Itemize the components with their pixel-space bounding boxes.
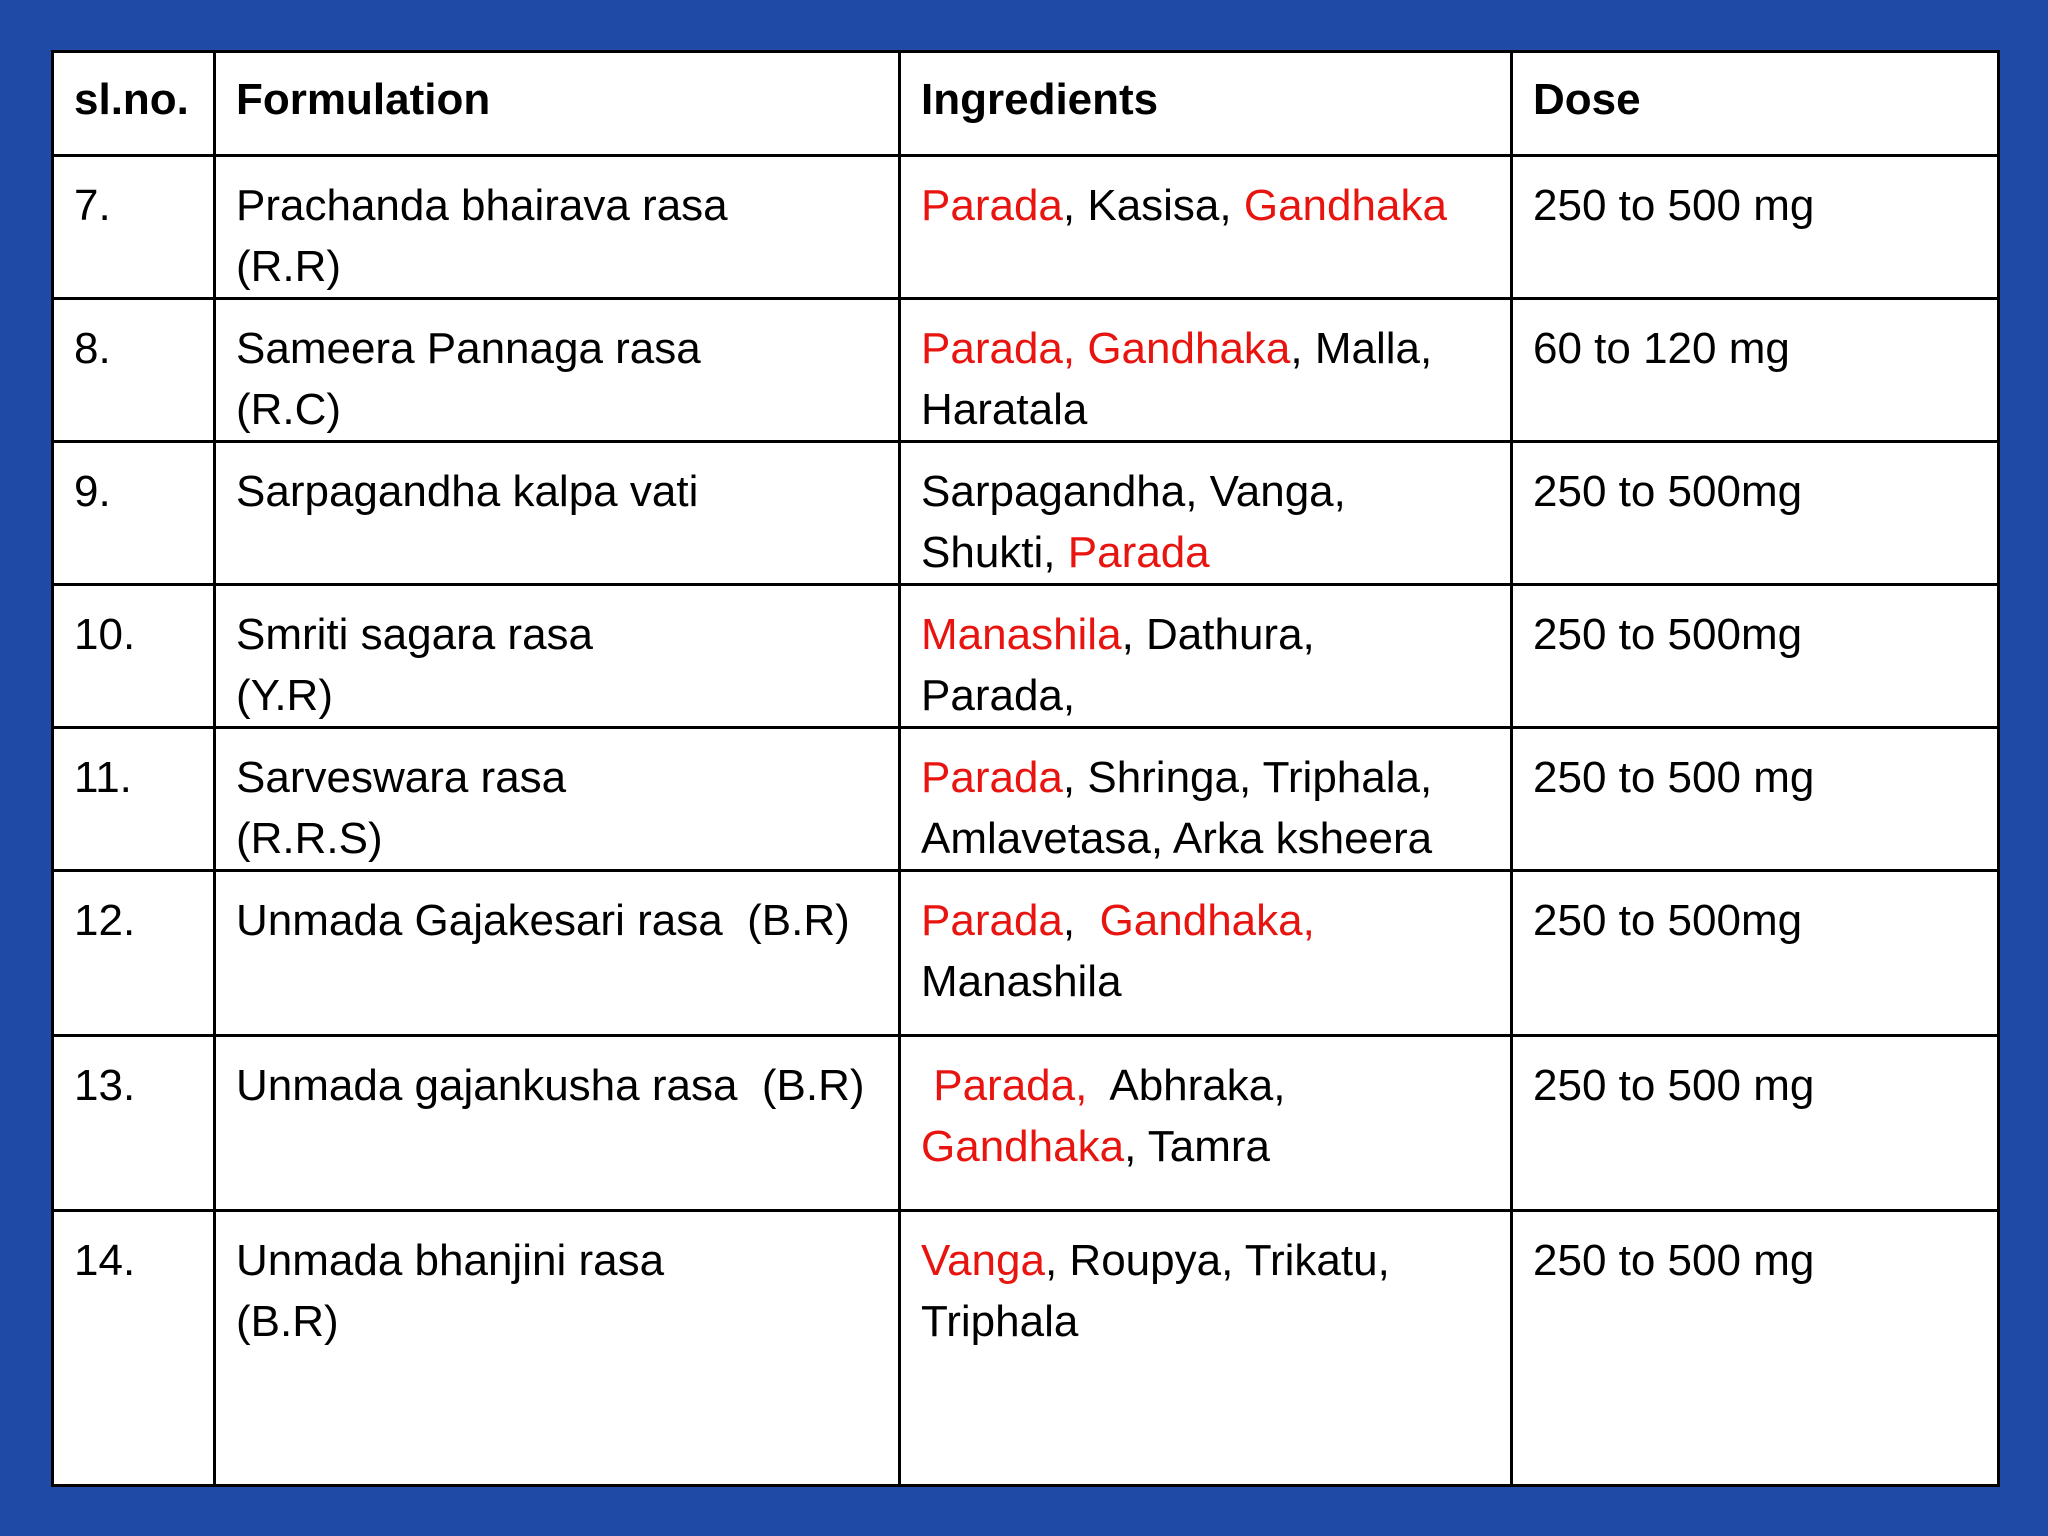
cell-dose: 250 to 500 mg bbox=[1512, 1211, 1999, 1486]
cell-formulation bbox=[215, 728, 900, 871]
ingredients-line bbox=[921, 522, 1490, 583]
ingredients-line bbox=[921, 1291, 1490, 1352]
table-row bbox=[53, 1036, 1999, 1211]
ingredient-text: , Shringa, Triphala, bbox=[1062, 753, 1433, 802]
ingredient-text: Triphala bbox=[921, 1297, 1079, 1346]
ingredient-highlighted: Manashila bbox=[921, 610, 1122, 659]
cell-ingredients bbox=[900, 1036, 1512, 1211]
cell-ingredients bbox=[900, 1211, 1512, 1486]
table-row bbox=[53, 1211, 1999, 1486]
table-row bbox=[53, 299, 1999, 442]
ingredients-line bbox=[921, 747, 1490, 808]
ingredient-highlighted: Vanga bbox=[921, 1236, 1045, 1285]
ingredients-line bbox=[921, 1230, 1490, 1291]
cell-formulation bbox=[215, 1036, 900, 1211]
cell-ingredients bbox=[900, 299, 1512, 442]
ingredients-line bbox=[921, 604, 1490, 665]
ingredient-text: , bbox=[1062, 896, 1100, 945]
formulation-line: Sameera Pannaga rasa bbox=[236, 324, 701, 373]
ingredient-text: Sarpagandha, Vanga, bbox=[921, 467, 1346, 516]
formulation-line: Sarveswara rasa bbox=[236, 753, 567, 802]
header-ingredients: Ingredients bbox=[900, 52, 1512, 156]
cell-formulation bbox=[215, 1211, 900, 1486]
cell-slno: 14. bbox=[53, 1211, 215, 1486]
ingredient-highlighted: Parada bbox=[921, 753, 1063, 802]
ingredient-text: , Tamra bbox=[1124, 1122, 1270, 1171]
cell-formulation bbox=[215, 585, 900, 728]
header-dose: Dose bbox=[1512, 52, 1999, 156]
ingredient-highlighted: Parada bbox=[921, 181, 1063, 230]
formulation-line: Smriti sagara rasa bbox=[236, 610, 594, 659]
formulation-line: Unmada gajankusha rasa (B.R) bbox=[236, 1061, 865, 1110]
table-header-row bbox=[53, 52, 1999, 156]
table-body bbox=[53, 156, 1999, 1486]
ingredients-line bbox=[921, 665, 1490, 726]
ingredient-text: Manashila bbox=[921, 957, 1122, 1006]
cell-ingredients bbox=[900, 871, 1512, 1036]
ingredients-line bbox=[921, 461, 1490, 522]
ingredients-line bbox=[921, 808, 1490, 869]
ingredients-line bbox=[921, 379, 1490, 440]
cell-ingredients bbox=[900, 156, 1512, 299]
cell-dose: 250 to 500mg bbox=[1512, 585, 1999, 728]
ingredient-highlighted: Parada bbox=[921, 896, 1063, 945]
cell-slno: 9. bbox=[53, 442, 215, 585]
formulation-line: (R.R.S) bbox=[236, 814, 383, 863]
ingredient-highlighted: Gandhaka bbox=[1243, 181, 1447, 230]
ingredients-line bbox=[921, 1116, 1490, 1177]
ingredient-text: Abhraka, bbox=[1087, 1061, 1286, 1110]
ingredient-highlighted: Parada, Gandhaka bbox=[921, 324, 1291, 373]
ingredient-highlighted: Gandhaka bbox=[921, 1122, 1125, 1171]
formulation-line: Unmada bhanjini rasa bbox=[236, 1236, 665, 1285]
ingredient-highlighted: Gandhaka, bbox=[1099, 896, 1315, 945]
cell-dose: 250 to 500 mg bbox=[1512, 156, 1999, 299]
ingredients-line bbox=[921, 951, 1490, 1012]
ingredient-text: Shukti, bbox=[921, 528, 1068, 577]
ingredient-text: Haratala bbox=[921, 385, 1088, 434]
cell-dose: 60 to 120 mg bbox=[1512, 299, 1999, 442]
ingredient-text: , Kasisa, bbox=[1062, 181, 1244, 230]
formulation-line: Unmada Gajakesari rasa (B.R) bbox=[236, 896, 850, 945]
cell-dose: 250 to 500 mg bbox=[1512, 728, 1999, 871]
table-row bbox=[53, 871, 1999, 1036]
ingredient-highlighted: Parada, bbox=[921, 1061, 1088, 1110]
formulation-line: (R.R) bbox=[236, 242, 342, 291]
cell-dose: 250 to 500mg bbox=[1512, 871, 1999, 1036]
formulation-line: (R.C) bbox=[236, 385, 342, 434]
formulation-line: (B.R) bbox=[236, 1297, 339, 1346]
ingredients-line bbox=[921, 890, 1490, 951]
cell-ingredients bbox=[900, 585, 1512, 728]
cell-slno: 13. bbox=[53, 1036, 215, 1211]
table-row bbox=[53, 585, 1999, 728]
cell-slno: 10. bbox=[53, 585, 215, 728]
ingredient-text: , Roupya, Trikatu, bbox=[1044, 1236, 1390, 1285]
ingredients-line bbox=[921, 175, 1490, 236]
cell-dose: 250 to 500mg bbox=[1512, 442, 1999, 585]
cell-formulation bbox=[215, 442, 900, 585]
cell-formulation bbox=[215, 299, 900, 442]
formulation-line: Prachanda bhairava rasa bbox=[236, 181, 728, 230]
ingredients-line bbox=[921, 318, 1490, 379]
ingredients-line bbox=[921, 1055, 1490, 1116]
formulation-table bbox=[51, 50, 2000, 1487]
ingredient-text: , Malla, bbox=[1290, 324, 1433, 373]
ingredient-text: Amlavetasa, Arka ksheera bbox=[921, 814, 1433, 863]
slide bbox=[51, 50, 1997, 1484]
formulation-line: (Y.R) bbox=[236, 671, 333, 720]
cell-slno: 11. bbox=[53, 728, 215, 871]
cell-formulation bbox=[215, 156, 900, 299]
table-row bbox=[53, 156, 1999, 299]
header-formulation: Formulation bbox=[215, 52, 900, 156]
table-row bbox=[53, 442, 1999, 585]
table-row bbox=[53, 728, 1999, 871]
ingredient-text: , Dathura, bbox=[1121, 610, 1315, 659]
cell-slno: 7. bbox=[53, 156, 215, 299]
formulation-line: Sarpagandha kalpa vati bbox=[236, 467, 699, 516]
cell-ingredients bbox=[900, 442, 1512, 585]
cell-ingredients bbox=[900, 728, 1512, 871]
cell-formulation bbox=[215, 871, 900, 1036]
cell-slno: 8. bbox=[53, 299, 215, 442]
ingredient-text: Parada, bbox=[921, 671, 1076, 720]
ingredient-highlighted: Parada bbox=[1067, 528, 1210, 577]
cell-dose: 250 to 500 mg bbox=[1512, 1036, 1999, 1211]
cell-slno: 12. bbox=[53, 871, 215, 1036]
header-slno: sl.no. bbox=[53, 52, 215, 156]
